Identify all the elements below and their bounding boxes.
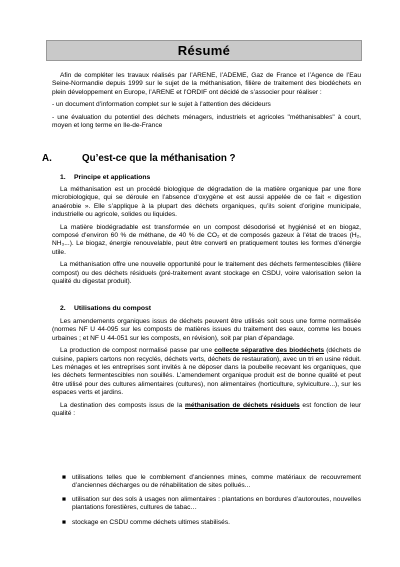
emphasis-text: méthanisation de déchets résiduels <box>185 401 300 409</box>
subsection-2-number: 2. <box>60 305 66 312</box>
subsection-1-heading <box>60 174 150 181</box>
text-run: La production de compost normalisé passe par une <box>60 347 215 355</box>
subsection-1-title: Principe et applications <box>74 174 151 181</box>
section-a-heading <box>42 153 236 164</box>
intro-block <box>52 72 361 130</box>
page-title: Résumé <box>177 43 231 58</box>
bullet-text: utilisation sur des sols à usages non alimentaires : plantations en bordures d’autoroutes, nouvelles plantations forestières, cultures de tabac… <box>72 496 361 512</box>
section-a-number: A. <box>42 153 52 164</box>
bullet-icon: ■ <box>62 519 66 526</box>
subsection-2-body <box>52 318 361 418</box>
paragraph: La matière biodégradable est transformée en un compost désodorisé et hygiénisé et en biogaz, composé d’environ 60 % de méthane, de 40 % de CO₂ et de composés gazeux à l’état de traces (H₂, NH₃...). Le biogaz, énergie renouvelable, peut être converti en pratiquement toutes les formes d’énergie utile. <box>52 223 361 256</box>
subsection-1-number: 1. <box>60 174 66 181</box>
subsection-1-body <box>52 186 361 286</box>
text-run: La destination des composts issus de la <box>60 401 186 409</box>
text-run: est fonction de leur qualité : <box>52 401 361 418</box>
bullet-icon: ■ <box>62 496 66 503</box>
paragraph <box>52 347 361 397</box>
paragraph: La méthanisation offre une nouvelle opportunité pour le traitement des déchets fermentescibles (filière compost) ou des déchets résiduels (pré-traitement avant stockage en CSDU, voire valorisation selon la qualité du digestat produit). <box>52 261 361 286</box>
paragraph: La méthanisation est un procédé biologique de dégradation de la matière organique par une flore microbiologique, qui se déroule en l’absence d’oxygène et est aussi appelée de ce fait « digestion anaérobie ». Elle s’applique à la plupart des déchets organiques, qu’ils soient d’origine municipale, industrielle ou agricole, solides ou liquides. <box>52 186 361 219</box>
text-run: (déchets de cuisine, papiers cartons non recyclés, déchets verts, déchets de restauration), avec un tri en usine réduit. Les ménages et les entreprises sont invités à ne déposer dans la poubelle recevant les organiques, que les déchets fermentescibles non souillés. L’amendement organique produit est de bonne qualité et peut être utilisé pour des cultures alimentaires (cultures), non alimentaires (horticulture, sylviculture...), sur les espaces verts et jardins. <box>52 347 361 397</box>
section-a-title: Qu’est-ce que la méthanisation ? <box>82 153 236 164</box>
bullet-item <box>62 519 361 527</box>
bullet-text: stockage en CSDU comme déchets ultimes stabilisés. <box>72 519 230 526</box>
intro-paragraph: Afin de compléter les travaux réalisés par l’ARENE, l’ADEME, Gaz de France et l’Agence de l’Eau Seine-Normandie depuis 1999 sur le sujet de la méthanisation, filière de traitement des biodéchets en plein développement en Europe, l’ARENE et l’ORDIF ont décidé de s’associer pour réaliser : <box>52 72 361 96</box>
intro-item-2: - une évaluation du potentiel des déchets ménagers, industriels et agricoles "méthanisables" à court, moyen et long terme en Ile-de-France <box>52 113 361 130</box>
subsection-2-title: Utilisations du compost <box>74 305 152 312</box>
title-banner <box>46 40 362 61</box>
bullet-text: utilisations telles que le comblement d’anciennes mines, comme matériaux de recouvrement d’anciennes décharges ou de réhabilitation de sites pollués... <box>72 474 361 490</box>
emphasis-text: collecte séparative des biodéchets <box>214 347 325 355</box>
intro-item-1: - un document d’information complet sur le sujet à l’attention des décideurs <box>52 101 271 109</box>
subsection-2-heading <box>60 305 151 312</box>
paragraph <box>52 402 361 419</box>
bullet-icon: ■ <box>62 474 66 481</box>
bullet-item <box>62 496 361 513</box>
paragraph: Les amendements organiques issus de déchets peuvent être utilisés soit sous une forme normalisée (normes NF U 44-095 sur les composts de matières issues du traitement des eaux, comme les boues urbaines ; et NF U 44-051 sur les composts, en révision), soit par plan d’épandage. <box>52 318 361 342</box>
bullet-item <box>62 474 361 491</box>
